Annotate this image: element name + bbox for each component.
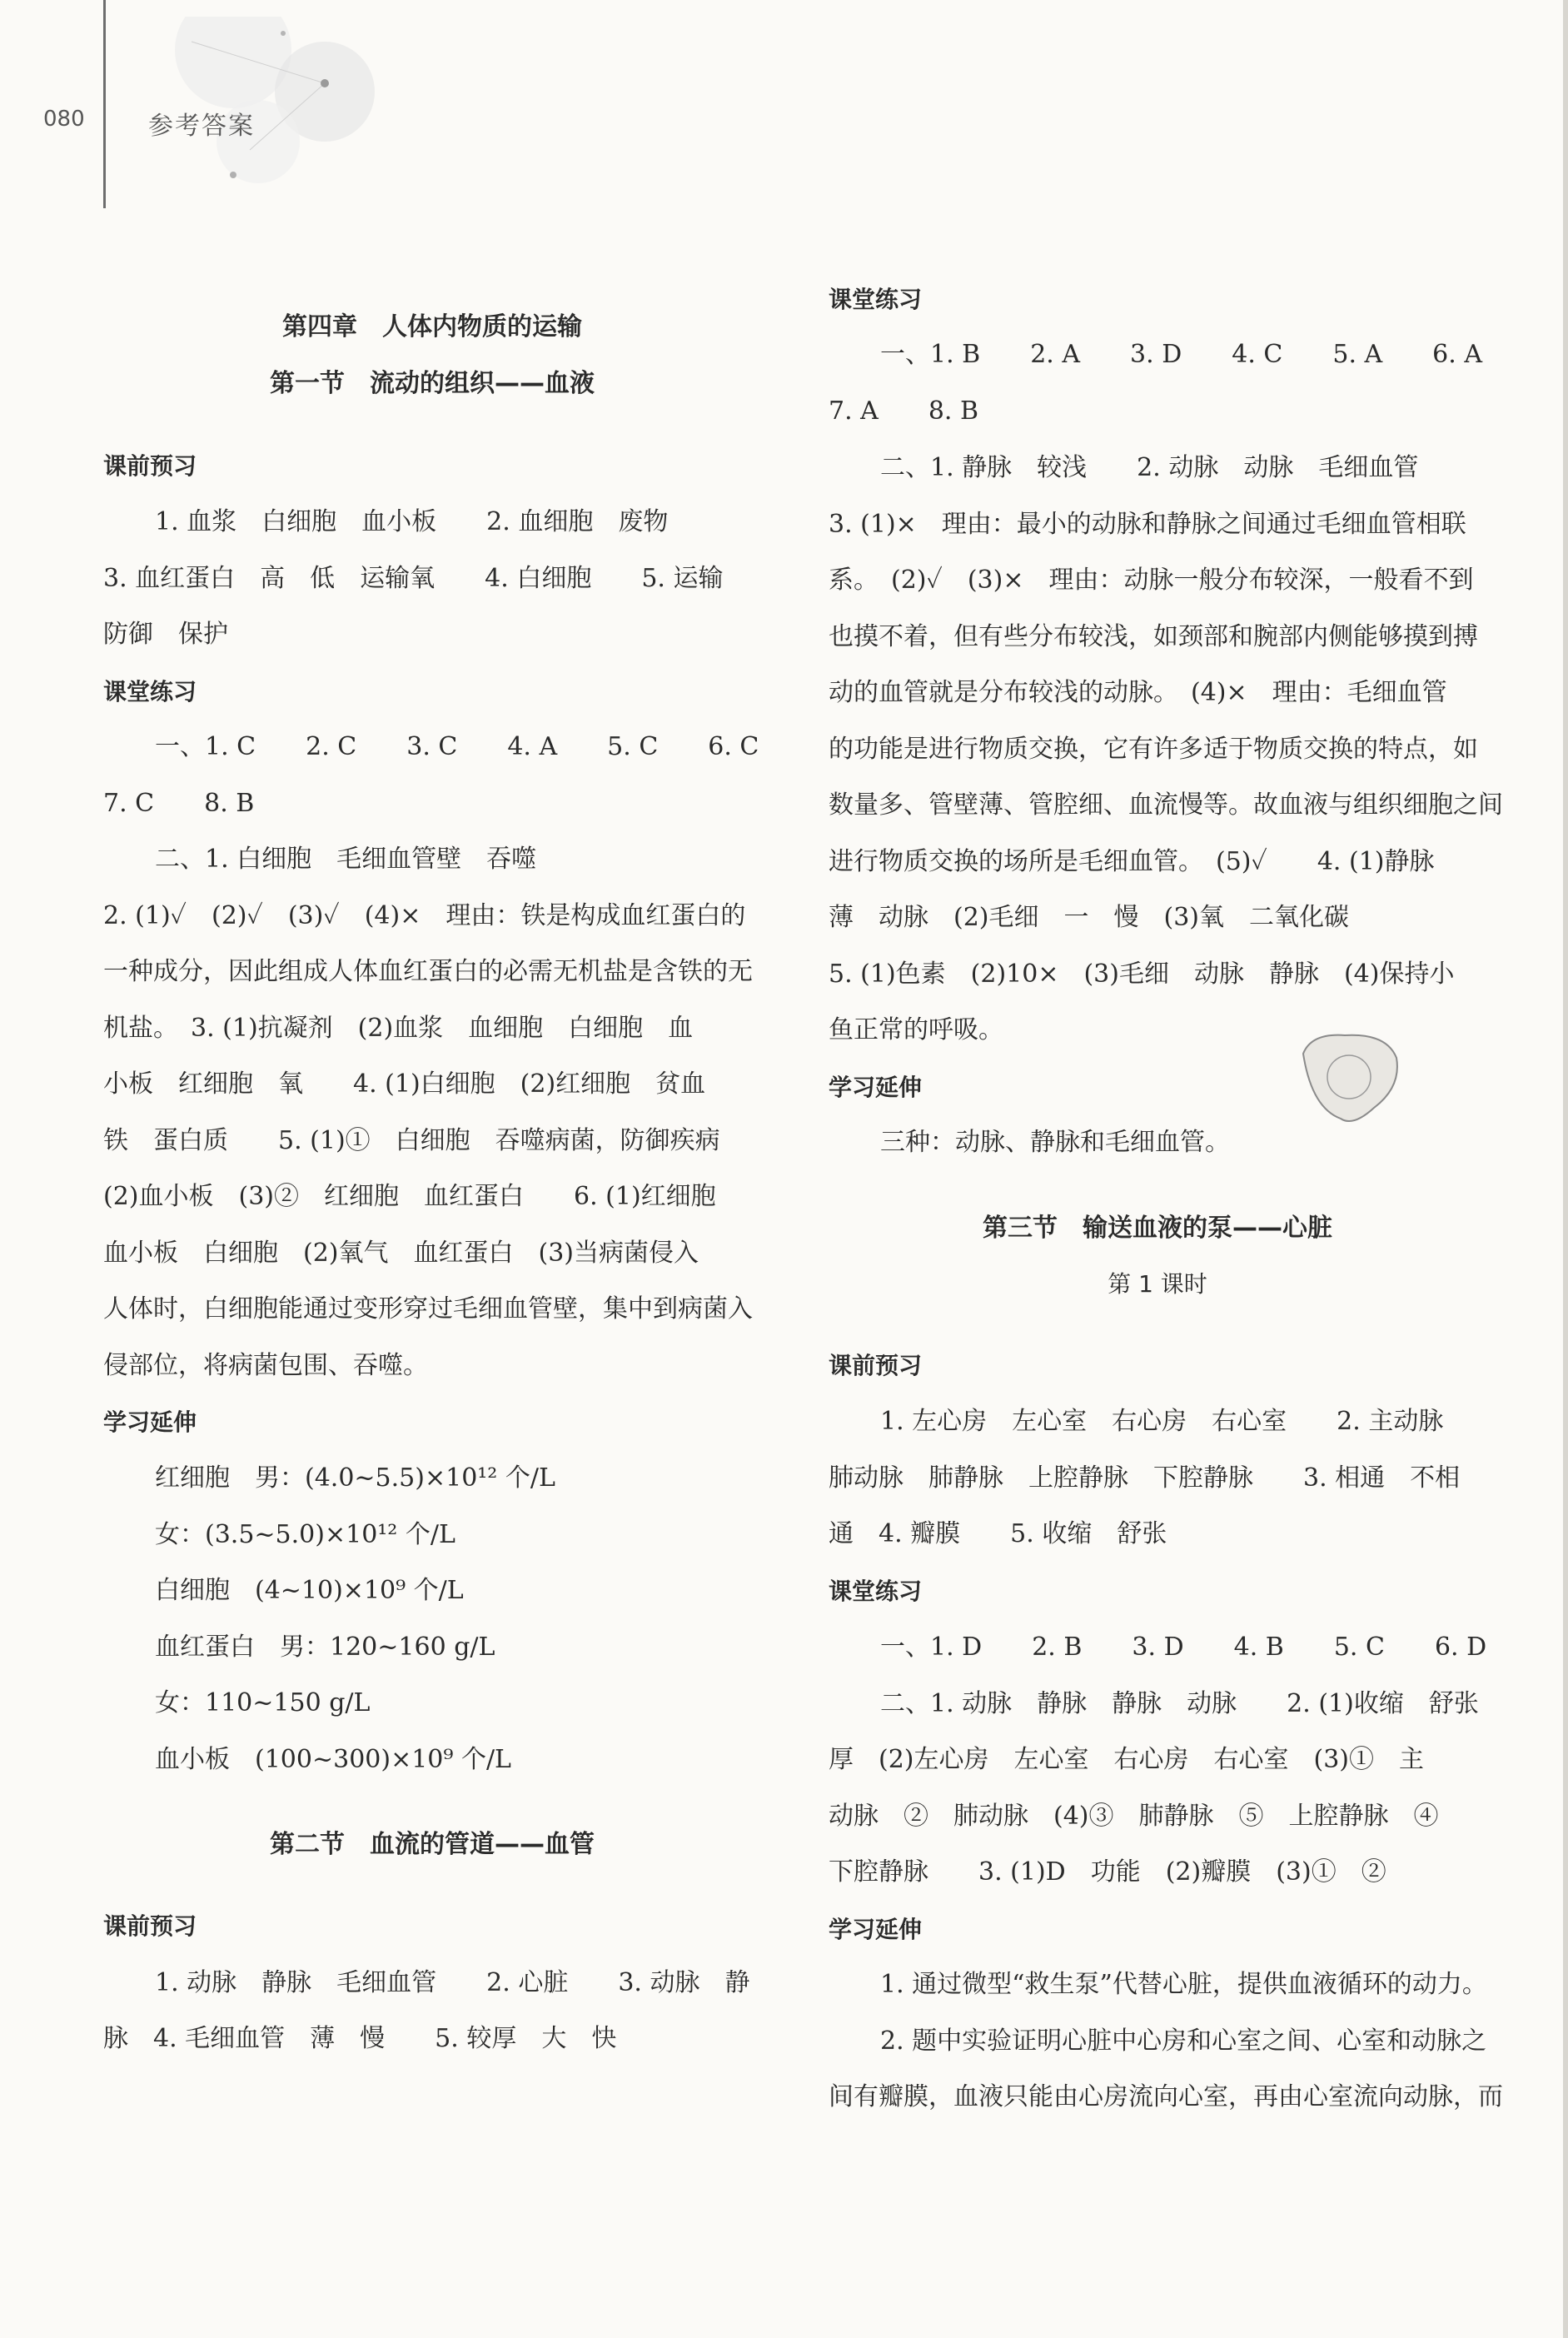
text-line: 肺动脉 肺静脉 上腔静脉 下腔静脉 3. 相通 不相 [829, 1463, 1461, 1493]
text-line: 2. (1)✓ (2)✓ (3)✓ (4)× 理由：铁是构成血红蛋白的 [103, 901, 746, 930]
text-line: 3. 血红蛋白 高 低 运输氧 4. 白细胞 5. 运输 [103, 564, 724, 593]
text-line: 通 4. 瓣膜 5. 收缩 舒张 [829, 1519, 1167, 1548]
text-line: 红细胞 男：(4.0~5.5)×10¹² 个/L [155, 1463, 555, 1493]
section-heading: 第四章 人体内物质的运输 [282, 312, 582, 341]
text-line: 2. 题中实验证明心脏中心房和心室之间、心室和动脉之 [880, 2026, 1487, 2056]
subsection-heading: 学习延伸 [829, 1916, 923, 1943]
subsection-heading: 课前预习 [103, 452, 197, 480]
subsection-heading: 课前预习 [829, 1352, 923, 1379]
text-line: 女：110~150 g/L [155, 1688, 371, 1717]
text-line: 机盐。 3. (1)抗凝剂 (2)血浆 血细胞 白细胞 血 [103, 1014, 694, 1043]
text-line: 1. 通过微型“救生泵”代替心脏，提供血液循环的动力。 [880, 1970, 1487, 1999]
text-line: 下腔静脉 3. (1)D 功能 (2)瓣膜 (3)① ② [829, 1857, 1386, 1887]
text-line: 一、1. D 2. B 3. D 4. B 5. C 6. D [880, 1633, 1487, 1662]
text-line: 进行物质交换的场所是毛细血管。 (5)✓ 4. (1)静脉 [829, 847, 1435, 876]
section-heading: 第三节 输送血液的泵——心脏 [983, 1214, 1332, 1243]
watermark-stamp-icon [1295, 1029, 1403, 1129]
text-line: 1. 动脉 静脉 毛细血管 2. 心脏 3. 动脉 静 [155, 1968, 750, 1997]
section-heading: 第二节 血流的管道——血管 [270, 1830, 595, 1859]
text-line: 1. 左心房 左心室 右心房 右心室 2. 主动脉 [880, 1407, 1444, 1436]
text-line: 间有瓣膜，血液只能由心房流向心室，再由心室流向动脉，而 [829, 2082, 1503, 2111]
text-line: 3. (1)× 理由：最小的动脉和静脉之间通过毛细血管相联 [829, 510, 1466, 539]
section-heading: 第一节 流动的组织——血液 [270, 369, 595, 398]
text-line: 血小板 白细胞 (2)氧气 血红蛋白 (3)当病菌侵入 [103, 1239, 699, 1268]
text-line: 二、1. 动脉 静脉 静脉 动脉 2. (1)收缩 舒张 [880, 1689, 1479, 1718]
text-line: 脉 4. 毛细血管 薄 慢 5. 较厚 大 快 [103, 2024, 617, 2053]
text-line: 动脉 ② 肺动脉 (4)③ 肺静脉 ⑤ 上腔静脉 ④ [829, 1802, 1439, 1831]
subsection-heading: 课堂练习 [103, 678, 197, 705]
text-line: 防御 保护 [103, 620, 228, 649]
text-line: 的功能是进行物质交换，它有许多适于物质交换的特点，如 [829, 735, 1478, 764]
header-title: 参考答案 [148, 112, 255, 141]
subsection-heading: 课堂练习 [829, 286, 923, 313]
subsection-heading: 课堂练习 [829, 1578, 923, 1605]
text-line: 二、1. 白细胞 毛细血管壁 吞噬 [155, 845, 537, 874]
text-line: 一种成分，因此组成人体血红蛋白的必需无机盐是含铁的无 [103, 957, 753, 986]
text-line: 血红蛋白 男：120~160 g/L [155, 1633, 495, 1662]
page-number: 080 [43, 107, 85, 132]
text-line: 女：(3.5~5.0)×10¹² 个/L [155, 1520, 455, 1549]
text-line: 三种：动脉、静脉和毛细血管。 [880, 1128, 1230, 1157]
page-header [0, 0, 583, 217]
header-rule [103, 0, 106, 208]
text-line: 侵部位，将病菌包围、吞噬。 [103, 1351, 428, 1380]
text-line: 也摸不着，但有些分布较浅，如颈部和腕部内侧能够摸到搏 [829, 622, 1478, 651]
text-line: 5. (1)色素 (2)10× (3)毛细 动脉 静脉 (4)保持小 [829, 960, 1455, 989]
text-line: 鱼正常的呼吸。 [829, 1015, 1003, 1044]
text-line: 血小板 (100~300)×10⁹ 个/L [155, 1745, 511, 1774]
lesson-label: 第 1 课时 [1108, 1270, 1207, 1298]
subsection-heading: 学习延伸 [829, 1074, 923, 1101]
subsection-heading: 课前预习 [103, 1912, 197, 1940]
text-line: 薄 动脉 (2)毛细 一 慢 (3)氧 二氧化碳 [829, 903, 1349, 932]
text-line: 动的血管就是分布较浅的动脉。 (4)× 理由：毛细血管 [829, 678, 1447, 707]
text-line: 系。 (2)✓ (3)× 理由：动脉一般分布较深，一般看不到 [829, 566, 1474, 595]
text-line: 7. C 8. B [103, 789, 255, 818]
text-line: 铁 蛋白质 5. (1)① 白细胞 吞噬病菌，防御疾病 [103, 1126, 720, 1155]
text-line: 1. 血浆 白细胞 血小板 2. 血细胞 废物 [155, 507, 669, 536]
page-edge [1563, 0, 1568, 2338]
text-line: 小板 红细胞 氧 4. (1)白细胞 (2)红细胞 贫血 [103, 1069, 706, 1099]
text-line: 7. A 8. B [829, 396, 979, 426]
subsection-heading: 学习延伸 [103, 1408, 197, 1436]
text-line: 二、1. 静脉 较浅 2. 动脉 动脉 毛细血管 [880, 453, 1419, 482]
text-line: 人体时，白细胞能通过变形穿过毛细血管壁，集中到病菌入 [103, 1294, 753, 1324]
text-line: 厚 (2)左心房 左心室 右心房 右心室 (3)① 主 [829, 1745, 1424, 1774]
text-line: 一、1. C 2. C 3. C 4. A 5. C 6. C [155, 732, 759, 761]
text-line: 一、1. B 2. A 3. D 4. C 5. A 6. A [880, 340, 1483, 369]
text-line: (2)血小板 (3)② 红细胞 血红蛋白 6. (1)红细胞 [103, 1182, 716, 1211]
text-line: 数量多、管壁薄、管腔细、血流慢等。故血液与组织细胞之间 [829, 790, 1503, 820]
text-line: 白细胞 (4~10)×10⁹ 个/L [155, 1576, 464, 1605]
